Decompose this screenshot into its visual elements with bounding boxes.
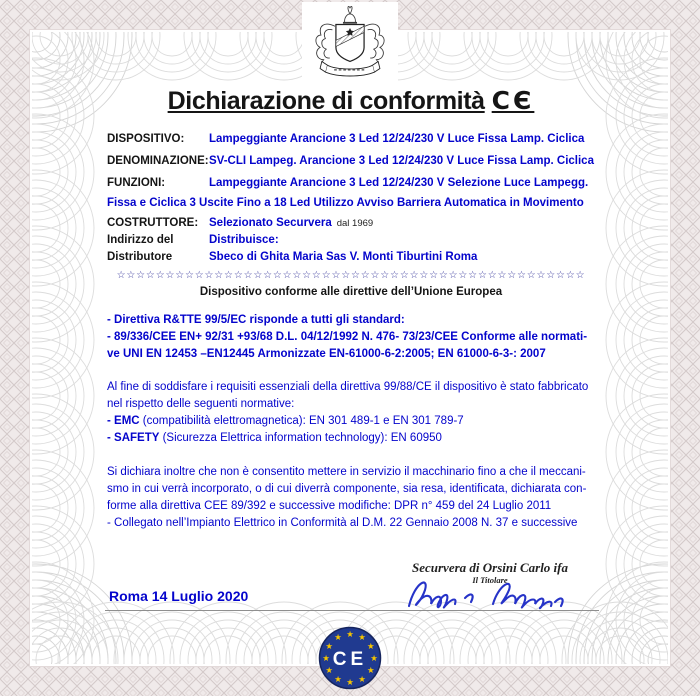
svg-text:★: ★ bbox=[366, 666, 375, 676]
field-value: Lampeggiante Arancione 3 Led 12/24/230 V Luce Fissa Lamp. Ciclica bbox=[209, 133, 585, 145]
safety-text: (Sicurezza Elettrica information technology): EN 60950 bbox=[159, 432, 442, 444]
field-value: Selezionato Securvera bbox=[209, 217, 332, 229]
eu-ce-label: CE bbox=[332, 649, 368, 670]
requirements-line: nel rispetto delle seguenti normative: bbox=[107, 398, 295, 410]
svg-text:★: ★ bbox=[322, 654, 330, 664]
field-row-funzioni bbox=[107, 172, 595, 194]
star-separator: ☆☆☆☆☆☆☆☆☆☆☆☆☆☆☆☆☆☆☆☆☆☆☆☆☆☆☆☆☆☆☆☆☆☆☆☆☆☆☆☆☆☆☆☆☆☆☆☆ bbox=[116, 270, 586, 281]
emc-label: - EMC bbox=[107, 415, 140, 427]
safety-label: - SAFETY bbox=[107, 432, 160, 444]
svg-text:★: ★ bbox=[325, 642, 334, 652]
signatory-role: Il Titolare bbox=[472, 575, 508, 585]
svg-text:★: ★ bbox=[346, 678, 354, 688]
requirements-line-emc bbox=[107, 413, 595, 430]
field-value: Distribuisce: bbox=[209, 234, 279, 246]
emc-text: (compatibilità elettromagnetica): EN 301 489-1 e EN 301 789-7 bbox=[139, 415, 464, 427]
svg-text:★: ★ bbox=[325, 666, 334, 676]
ce-mark: CЄ bbox=[491, 86, 535, 115]
signatory-name: Securvera di Orsini Carlo ifa bbox=[411, 560, 568, 575]
declaration-line: - Collegato nell’Impianto Elettrico in Conformità al D.M. 22 Gennaio 2008 N. 37 e successive bbox=[107, 517, 578, 529]
svg-text:★: ★ bbox=[358, 674, 366, 685]
field-value: Lampeggiante Arancione 3 Led 12/24/230 V Selezione Luce Lampegg. bbox=[209, 177, 589, 189]
field-row-dispositivo bbox=[107, 128, 595, 150]
fields-section bbox=[107, 128, 595, 266]
svg-text:★: ★ bbox=[346, 630, 354, 640]
directives-line: - Direttiva R&TTE 99/5/EC risponde a tutti gli standard: bbox=[107, 314, 405, 326]
certificate-content bbox=[107, 86, 595, 634]
crest-container bbox=[302, 2, 398, 86]
svg-text:★: ★ bbox=[370, 654, 378, 664]
page-title bbox=[107, 86, 595, 116]
field-value: Sbeco di Ghita Maria Sas V. Monti Tiburtini Roma bbox=[209, 251, 478, 263]
field-row-indirizzo-2 bbox=[107, 249, 595, 266]
declaration-line: smo in cui verrà incorporato, o di cui diverrà componente, sia resa, identificata, dichiarata con- bbox=[107, 483, 587, 495]
declaration-line: Si dichiara inoltre che non è consentito mettere in servizio il macchinario fino a che il meccani- bbox=[107, 466, 586, 478]
requirements-paragraph bbox=[107, 379, 595, 447]
field-label: Distributore bbox=[107, 251, 173, 263]
requirements-line-safety bbox=[107, 430, 595, 447]
date-place: Roma 14 Luglio 2020 bbox=[109, 588, 249, 604]
eu-ce-badge bbox=[318, 626, 382, 690]
field-row-indirizzo-1 bbox=[107, 232, 595, 249]
footer-rule bbox=[105, 610, 599, 611]
directives-paragraph bbox=[107, 312, 595, 363]
field-suffix: dal 1969 bbox=[336, 218, 374, 229]
field-label: COSTRUTTORE: bbox=[107, 217, 199, 229]
title-text: Dichiarazione di conformità bbox=[167, 87, 485, 115]
field-label: DENOMINAZIONE: bbox=[107, 155, 209, 167]
field-label: DISPOSITIVO: bbox=[107, 133, 185, 145]
footer-section bbox=[107, 542, 595, 634]
declaration-paragraph bbox=[107, 464, 595, 532]
svg-text:★: ★ bbox=[334, 633, 342, 644]
requirements-line: Al fine di soddisfare i requisiti essenziali della direttiva 99/88/CE il dispositivo è stato fabbricato bbox=[107, 381, 589, 393]
directives-line: - 89/336/CEE EN+ 92/31 +93/68 D.L. 04/12/1992 N. 476- 73/23/CEE Conforme alle normati- bbox=[107, 331, 588, 343]
svg-text:★: ★ bbox=[334, 674, 342, 685]
field-value: SV-CLI Lampeg. Arancione 3 Led 12/24/230 V Luce Fissa Lamp. Ciclica bbox=[209, 155, 594, 167]
coat-of-arms-icon bbox=[306, 2, 394, 84]
conformity-heading: Dispositivo conforme alle direttive dell’Unione Europea bbox=[199, 286, 503, 298]
directives-line: ve UNI EN 12453 –EN12445 Armonizzate EN-61000-6-2:2005; EN 61000-6-3-: 2007 bbox=[107, 348, 546, 360]
field-value-continuation: Fissa e Ciclica 3 Uscite Fino a 18 Led Utilizzo Avviso Barriera Automatica in Movimento bbox=[107, 197, 584, 209]
field-label: Indirizzo del bbox=[107, 234, 174, 246]
field-label: FUNZIONI: bbox=[107, 177, 166, 189]
svg-text:★: ★ bbox=[366, 642, 375, 652]
svg-text:★: ★ bbox=[358, 633, 366, 644]
field-row-costruttore bbox=[107, 215, 595, 232]
declaration-line: forme alla direttiva CEE 89/392 e successive modifiche: DPR n° 459 del 24 Luglio 2011 bbox=[107, 500, 552, 512]
field-row-denominazione bbox=[107, 150, 595, 172]
handwritten-signature bbox=[395, 568, 585, 620]
